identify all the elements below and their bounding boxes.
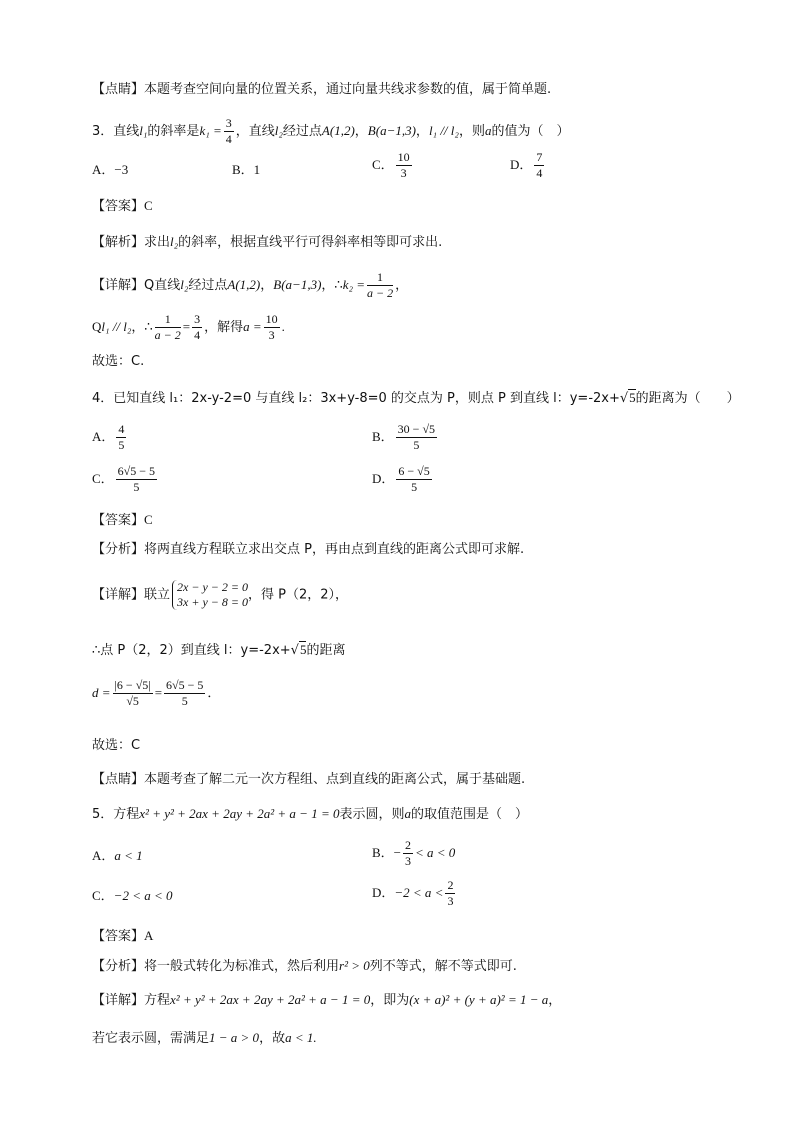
q3-option-d xyxy=(510,150,546,181)
point-a: A(1,2) xyxy=(321,123,355,138)
answer-value: A xyxy=(144,928,154,943)
l2-symbol: l₂ xyxy=(180,277,189,292)
analysis-text: 列不等式，解不等式即可. xyxy=(369,959,517,974)
fraction xyxy=(155,312,181,343)
q4-distance-formula xyxy=(92,678,220,722)
detail-text: ，∴ xyxy=(131,320,153,335)
option-value: < a < 0 xyxy=(415,845,456,860)
q4-choose xyxy=(92,736,140,756)
parallel-expr: l₁ // l₂ xyxy=(428,123,459,138)
fraction xyxy=(403,838,413,869)
fraction xyxy=(534,150,544,181)
fraction xyxy=(396,150,412,181)
detail-text: 若它表示圆，需满足 xyxy=(92,1031,210,1046)
detail-tag: 【详解】 xyxy=(92,587,145,603)
q4-options-row1 xyxy=(92,422,732,466)
q4-analysis xyxy=(92,540,524,560)
detail-text: ， xyxy=(260,278,274,293)
detail-text: 联立 xyxy=(144,587,171,603)
var-a: a = xyxy=(243,319,262,334)
point-b: B(a−1,3) xyxy=(367,123,416,138)
q5-conclusion xyxy=(92,1028,317,1049)
answer-value: C xyxy=(144,198,153,213)
detail-text: ∴点 P（2，2）到直线 l：y=-2x+ xyxy=(92,643,291,658)
dianjing-text: 本题考查空间向量的位置关系，通过向量共线求参数的值，属于简单题. xyxy=(144,82,552,97)
q5-option-b xyxy=(372,838,455,869)
dianjing-tag: 【点睛】 xyxy=(92,82,145,97)
q3-stem-text: 经过点 xyxy=(282,124,322,139)
standard-form: (x + a)² + (y + a)² = 1 − a xyxy=(409,992,549,1007)
fraction xyxy=(367,270,393,301)
numerator: 6 − √5 xyxy=(398,464,430,478)
denominator: 4 xyxy=(225,132,232,146)
q5-option-c xyxy=(92,886,173,907)
q3-choose xyxy=(92,352,144,372)
dianjing-tag: 【点睛】 xyxy=(92,772,145,787)
q4-stem: 4．已知直线 l₁：2x-y-2=0 与直线 l₂：3x+y-8=0 的交点为 P，则点 P 到直线 l：y=-2x+√5的距离为（ ） xyxy=(92,390,740,406)
q5-stem-text: 的取值范围是（ ） xyxy=(410,807,528,822)
numerator: 4 xyxy=(118,422,125,436)
d-symbol: d = xyxy=(92,685,111,700)
denominator: a − 2 xyxy=(154,328,181,342)
q5-analysis xyxy=(92,956,517,977)
detail-text: 方程 xyxy=(144,993,171,1008)
q3-stem-text: 3．直线 xyxy=(92,124,140,139)
fraction xyxy=(116,422,126,453)
result: a < 1. xyxy=(285,1030,317,1045)
inequality: r² > 0 xyxy=(339,958,370,973)
var-a: a xyxy=(404,806,411,821)
option-label: C． xyxy=(92,471,114,486)
detail-text: ， xyxy=(548,993,562,1008)
numerator: 3 xyxy=(225,116,232,130)
numerator: |6 − √5| xyxy=(114,678,151,692)
denominator: 4 xyxy=(536,166,543,180)
q3-option-b: B．1 xyxy=(232,162,261,177)
dianjing-text: 本题考查了解二元一次方程组、点到直线的距离公式，属于基础题. xyxy=(144,772,526,787)
q5-options-row2 xyxy=(92,878,732,918)
dianjing-paragraph xyxy=(92,80,551,100)
q4-dianjing xyxy=(92,770,525,790)
detail-text: ，得 P（2，2）， xyxy=(247,587,348,603)
numerator: 10 xyxy=(265,312,278,326)
q4-option-b xyxy=(372,422,439,453)
q3-option-a: A．−3 xyxy=(92,162,129,177)
detail-text: ，∴ xyxy=(321,278,343,293)
denominator: √5 xyxy=(126,694,139,708)
q5-stem-text: 5．方程 xyxy=(92,807,140,822)
numerator: 7 xyxy=(536,150,543,164)
fraction xyxy=(113,678,153,709)
option-value: −2 < a < 0 xyxy=(113,888,173,903)
answer-value: C xyxy=(144,512,153,527)
q4-options-row2 xyxy=(92,464,732,508)
answer-tag: 【答案】 xyxy=(92,199,145,214)
q3-detail xyxy=(92,270,408,301)
equals-sign: = xyxy=(154,685,163,700)
numerator: 3 xyxy=(194,312,201,326)
k2-symbol: k₂ = xyxy=(342,277,365,292)
equation-1: 2x − y − 2 = 0 xyxy=(177,580,248,594)
q4-option-c xyxy=(92,464,159,495)
option-label: B． xyxy=(372,429,394,444)
sqrt-value: 5 xyxy=(299,642,307,657)
fraction xyxy=(116,464,157,495)
answer-tag: 【答案】 xyxy=(92,513,145,528)
option-value: a < 1 xyxy=(114,848,143,863)
denominator: 5 xyxy=(413,438,420,452)
circle-equation: x² + y² + 2ax + 2ay + 2a² + a − 1 = 0 xyxy=(170,992,371,1007)
numerator: 2 xyxy=(447,878,454,892)
fraction xyxy=(264,312,280,343)
l2-symbol: l₂ xyxy=(274,123,283,138)
equation-2: 3x + y − 8 = 0 xyxy=(177,595,248,609)
analysis-tag: 【分析】 xyxy=(92,959,145,974)
fraction xyxy=(164,678,205,709)
equals-sign: = xyxy=(182,319,191,334)
detail-text: ． xyxy=(207,685,221,700)
denominator: 3 xyxy=(268,328,275,342)
q3-stem-text: ， xyxy=(415,124,429,139)
q4-stem-text: 4．已知直线 l₁：2x-y-2=0 与直线 l₂：3x+y-8=0 的交点为 P，则点 P 到直线 l：y=-2x+ xyxy=(92,391,620,406)
detail-text: Q直线 xyxy=(144,278,181,293)
detail-text: ，解得 xyxy=(204,320,244,335)
point-b: B(a−1,3) xyxy=(273,277,322,292)
q4-option-d xyxy=(372,464,434,495)
denominator: 3 xyxy=(447,894,454,908)
k1-fraction xyxy=(224,116,234,147)
q3-detail-line2 xyxy=(92,312,285,343)
option-label: B． xyxy=(372,845,394,860)
numerator: 1 xyxy=(367,270,393,286)
denominator: 5 xyxy=(411,480,418,494)
sqrt-value: 5 xyxy=(629,390,636,405)
option-label: D． xyxy=(510,157,533,172)
detail-text: 经过点 xyxy=(188,278,228,293)
analysis-text: 将一般式转化为标准式，然后利用 xyxy=(144,959,340,974)
detail-tag: 【详解】 xyxy=(92,993,145,1008)
detail-text: . xyxy=(281,319,285,334)
q5-option-d xyxy=(372,878,457,909)
detail-text: Q xyxy=(92,319,102,334)
detail-text: ，即为 xyxy=(370,993,410,1008)
denominator: 4 xyxy=(194,328,201,342)
choose-text: 故选：C xyxy=(92,738,141,753)
fraction xyxy=(396,422,437,453)
denominator: 5 xyxy=(118,438,125,452)
q3-stem-text: 的斜率是 xyxy=(147,124,200,139)
option-label: D． xyxy=(372,471,395,486)
choose-text: 故选：C. xyxy=(92,354,145,369)
denominator: 5 xyxy=(133,480,140,494)
detail-tag: 【详解】 xyxy=(92,278,145,293)
q5-options-row1 xyxy=(92,838,732,878)
answer-tag: 【答案】 xyxy=(92,929,145,944)
fraction xyxy=(192,312,202,343)
option-label: A． xyxy=(92,848,115,863)
numerator: 6√5 − 5 xyxy=(166,678,204,692)
l2-symbol: l₂ xyxy=(170,234,179,249)
analysis-tag: 【分析】 xyxy=(92,542,145,557)
l1-symbol: l₁ xyxy=(139,123,148,138)
analysis-text: 求出 xyxy=(144,235,171,250)
q3-option-c xyxy=(372,150,414,181)
denominator: 5 xyxy=(181,694,188,708)
q4-distance-line: ∴点 P（2，2）到直线 l：y=-2x+√5的距离 xyxy=(92,642,346,658)
option-label: C． xyxy=(92,888,114,903)
q3-stem-text: 的值为（ ） xyxy=(491,124,570,139)
q4-answer xyxy=(92,510,153,531)
fraction xyxy=(445,878,455,909)
point-a: A(1,2) xyxy=(227,277,261,292)
numerator: 10 xyxy=(397,150,410,164)
q4-option-a xyxy=(92,422,128,453)
parallel-expr: l₁ // l₂ xyxy=(101,319,132,334)
q3-stem-text: ，直线 xyxy=(235,124,275,139)
denominator: 3 xyxy=(400,166,407,180)
q3-answer xyxy=(92,196,153,217)
detail-text: ，故 xyxy=(259,1031,286,1046)
detail-text: 的距离 xyxy=(306,643,346,658)
option-label: D． xyxy=(372,885,395,900)
option-label: A． xyxy=(92,429,115,444)
q5-option-a xyxy=(92,846,143,867)
q3-stem xyxy=(92,116,569,147)
circle-equation: x² + y² + 2ax + 2ay + 2a² + a − 1 = 0 xyxy=(139,806,340,821)
q5-stem xyxy=(92,804,528,825)
detail-text: ， xyxy=(395,278,409,293)
q3-stem-text: ，则 xyxy=(458,124,485,139)
analysis-text: 的斜率，根据直线平行可得斜率相等即可求出. xyxy=(178,235,443,250)
denominator: 3 xyxy=(405,854,412,868)
q5-stem-text: 表示圆，则 xyxy=(339,807,405,822)
var-a: a xyxy=(484,123,492,138)
denominator: a − 2 xyxy=(367,286,394,300)
q3-stem-text: ， xyxy=(354,124,368,139)
k1-symbol: k₁ = xyxy=(199,123,222,138)
numerator: 30 − √5 xyxy=(397,422,436,436)
analysis-text: 将两直线方程联立求出交点 P，再由点到直线的距离公式即可求解. xyxy=(144,542,525,557)
q5-detail xyxy=(92,990,561,1011)
option-label: C． xyxy=(372,157,394,172)
numerator: 1 xyxy=(155,312,181,328)
condition: 1 − a > 0 xyxy=(209,1030,260,1045)
minus-sign: − xyxy=(393,845,402,860)
numerator: 6√5 − 5 xyxy=(117,464,156,478)
q4-stem-text: 的距离为（ ） xyxy=(635,391,740,406)
numerator: 2 xyxy=(405,838,412,852)
q4-detail xyxy=(92,580,348,620)
option-value: −2 < a < xyxy=(394,885,444,900)
fraction xyxy=(396,464,431,495)
q3-analysis xyxy=(92,232,442,253)
q5-answer xyxy=(92,926,153,947)
analysis-tag: 【解析】 xyxy=(92,235,145,250)
equation-system xyxy=(172,580,248,610)
